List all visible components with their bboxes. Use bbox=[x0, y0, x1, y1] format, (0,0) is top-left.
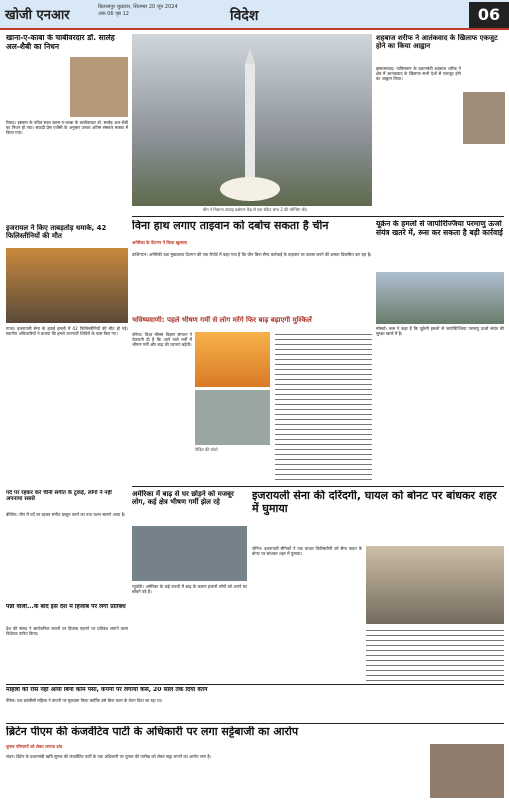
headline-shaibi: खाना-ए-काबा के चाबीवरदार डॉ. सालेह अल-शैबी का निधन bbox=[6, 34, 115, 51]
headline-heat-prediction: भविष्यवाणी: पहले भीषण गर्मी से लोग मरेंगे फिर बाढ़ बढ़ाएगी मुश्किलें bbox=[132, 316, 312, 324]
article-body: देश की संसद ने सार्वजनिक स्थानों पर हिजाब पहनने पर प्रतिबंध लगाने वाला विधेयक पारित किया। bbox=[6, 626, 128, 637]
headline-israel-blasts: इजरायल ने किए ताबड़तोड़ धमाके, 42 फिलिस्तीनियों की मौत bbox=[6, 224, 107, 241]
article-text-column bbox=[275, 332, 372, 482]
subhead-taiwan: अमेरिका के पेंटागन ने किया खुलासा bbox=[132, 240, 187, 245]
photo-jenin-vehicle bbox=[366, 546, 504, 624]
headline-zaporizhzhia: यूक्रेन के हमलों से जापोरिज्जिया परमाणु ऊर्जा संयंत्र खतरे में, रूस कर सकता है बड़ी कार्रवाई bbox=[376, 220, 503, 237]
photo-shehbaz bbox=[463, 92, 505, 144]
article-body: पेरिस। एक फ्रांसीसी महिला ने कंपनी पर मुकदमा किया क्योंकि उसे बिना काम के वेतन दिया जा रहा था। bbox=[6, 698, 163, 703]
photo-heat-sun bbox=[195, 332, 270, 387]
divider bbox=[132, 216, 504, 217]
rocket-illustration bbox=[132, 34, 372, 206]
article-body: लंदन। ब्रिटेन के प्रधानमंत्री ऋषि सुनक की कंजर्वेटिव पार्टी के एक अधिकारी पर चुनाव की तारीख को लेकर सट्टा लगाने का आरोप लगा है। bbox=[6, 754, 212, 759]
headline-woman-salary: महिला को रास नहीं आया बिना काम पैसा, कंपनी पर लगाया केस, 20 साल तक दिया वेतन bbox=[6, 687, 208, 693]
edition-info: बिलासपुर शुक्रवार, सितम्बर 20 जून 2024 अंक 06 पृष्ठ 12 bbox=[98, 4, 178, 17]
section-title: विदेश bbox=[230, 8, 259, 24]
photo-nuclear-plant bbox=[376, 272, 504, 324]
article-body: जेनिन। इजरायली सैनिकों ने एक घायल फिलिस्तीनी को सैन्य वाहन के बोनट पर बांधकर शहर में घुमाया। bbox=[252, 546, 362, 557]
headline-hijab: पन्नी वाली...के बाद इस देश में हिजाब पर लगा प्रतिबंध bbox=[6, 604, 126, 610]
headline-us-floods: अमेरिका में बाढ़ से घर छोड़ने को मजबूर लोग, कई क्षेत्र भीषण गर्मी झेल रहे bbox=[132, 490, 234, 507]
article-body: गाजा। इजरायली सेना के हवाई हमलों में 42 फिलिस्तीनियों की मौत हो गई। स्थानीय अधिकारियों ने बताया कि हमले शरणार्थी शिविरों के पास किए गए। bbox=[6, 326, 128, 337]
divider bbox=[132, 486, 504, 487]
photo-heat-crowd bbox=[195, 390, 270, 445]
article-text-column bbox=[366, 628, 504, 682]
headline-uk-conservative: ब्रिटेन पीएम की कंजर्वेटिव पार्टी के अधिकारी पर लगा सट्टेबाजी का आरोप bbox=[6, 726, 299, 738]
headline-china-music: पर्दे पर रहकर करें चीनी संगीत के टुकड़े, लोगों ने नहीं अपनाया सबसे bbox=[6, 490, 112, 503]
article-body: इस्लामाबाद। पाकिस्तान के प्रधानमंत्री शहबाज शरीफ ने क्षेत्र में आतंकवाद के खिलाफ सभी देशों से एकजुट होने का आह्वान किया। bbox=[376, 66, 461, 82]
page-number: 06 bbox=[469, 2, 509, 28]
headline-taiwan: विना हाथ लगाए ताइवान को दबोच सकता है चीन bbox=[132, 220, 329, 232]
divider bbox=[6, 723, 504, 724]
newspaper-logo: खोजी एनआर bbox=[5, 8, 70, 23]
photo-caption: चीन ने निशाना उपग्रह प्रक्षेपण केंद्र से एक रॉकेट लांच 2 की लॉन्चिंग की। bbox=[202, 207, 308, 212]
divider bbox=[6, 684, 504, 685]
article-body: रियाद। इस्लाम के पवित्र स्थल खाना-ए-काबा के चाबीवरदार डॉ. सालेह अल-शैबी का निधन हो गया। सऊदी प्रेस एजेंसी के अनुसार उनका अंतिम संस्कार मक्का में किया गया। bbox=[6, 120, 128, 136]
headline-israeli-army: इजरायली सेना की दरिंदगी, घायल को बोनट पर बांधकर शहर में घुमाया bbox=[252, 490, 497, 515]
photo-caption: पीड़ित की फोटो bbox=[195, 447, 218, 452]
photo-rocket-launch bbox=[132, 34, 372, 206]
photo-rishi-sunak bbox=[430, 744, 504, 798]
photo-shaibi bbox=[70, 57, 128, 117]
headline-shehbaz: शहबाज शरीफ ने आतंकवाद के खिलाफ एकजुट होने का किया आह्वान bbox=[376, 34, 498, 51]
article-body: बीजिंग। चीन में पर्दे पर रहकर संगीत प्रस्तुत करने का नया चलन सामने आया है। bbox=[6, 512, 126, 517]
article-body: वाशिंगटन। अमेरिकी रक्षा मुख्यालय पेंटागन की एक रिपोर्ट में कहा गया है कि चीन बिना सैन्य कार्रवाई के ताइवान पर कब्जा करने की क्षमता विकसित कर रहा है। bbox=[132, 252, 372, 257]
photo-us-floods bbox=[132, 526, 247, 581]
subhead-uk: चुनाव परिणामों को लेकर लगाया दांव bbox=[6, 744, 63, 749]
photo-gaza bbox=[6, 248, 128, 323]
article-body: न्यूयॉर्क। अमेरिका के कई राज्यों में बाढ़ के कारण हजारों लोगों को अपने घर छोड़ने पड़े हैं। bbox=[132, 584, 247, 595]
article-body: जेनेवा। विश्व मौसम विज्ञान संगठन ने चेतावनी दी है कि आने वाले वर्षों में भीषण गर्मी और बाढ़ की घटनाएं बढ़ेंगी। bbox=[132, 332, 192, 348]
masthead bbox=[0, 0, 509, 30]
article-body: मॉस्को। रूस ने कहा है कि यूक्रेनी हमलों से जापोरिज्जिया परमाणु ऊर्जा संयंत्र की सुरक्षा खतरे में है। bbox=[376, 326, 504, 337]
